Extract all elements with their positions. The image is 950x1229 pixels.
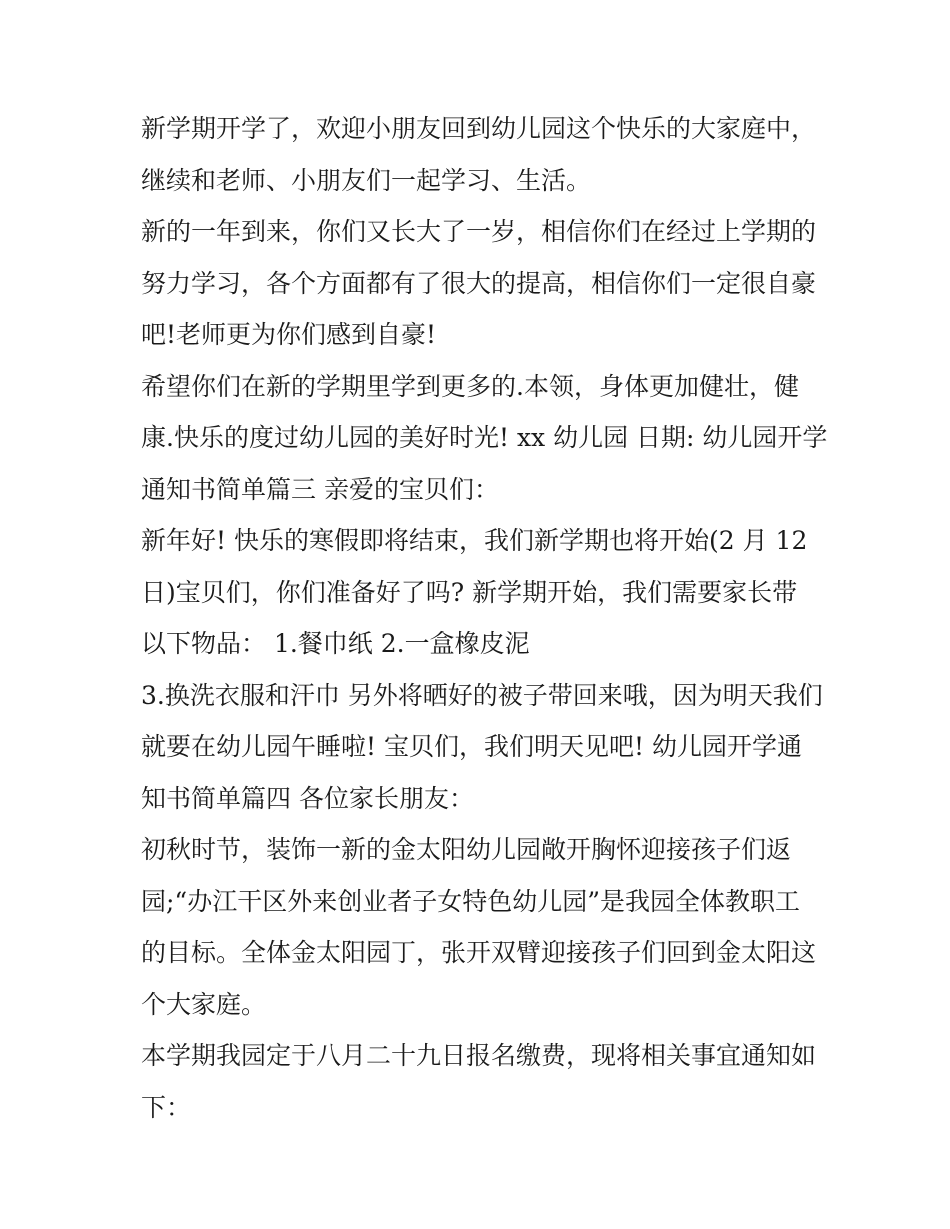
text-line: 下： <box>141 1092 192 1122</box>
text-line: 努力学习，各个方面都有了很大的提高，相信你们一定很自豪 <box>141 268 817 298</box>
text-line: 园;“办江干区外来创业者子女特色幼儿园”是我园全体教职工 <box>141 886 800 916</box>
text-line: 个大家庭。 <box>141 989 267 1019</box>
text-line: 希望你们在新的学期里学到更多的.本领，身体更加健壮，健 <box>141 371 799 401</box>
text-line: 初秋时节，装饰一新的金太阳幼儿园敞开胸怀迎接孩子们返 <box>141 835 792 864</box>
text-line: 知书简单篇四 各位家长朋友： <box>141 783 474 813</box>
text-line: 就要在幼儿园午睡啦! 宝贝们，我们明天见吧! 幼儿园开学通 <box>141 732 802 761</box>
text-line: 通知书简单篇三 亲爱的宝贝们： <box>141 474 499 504</box>
text-line: 的目标。全体金太阳园丁，张开双臂迎接孩子们回到金太阳这 <box>141 938 817 967</box>
text-line: 以下物品： 1.餐巾纸 2.一盒橡皮泥 <box>141 629 530 658</box>
text-line: 新年好! 快乐的寒假即将结束，我们新学期也将开始(2 月 12 <box>141 526 808 555</box>
text-line: 继续和老师、小朋友们一起学习、生活。 <box>141 165 592 195</box>
text-line: 新学期开学了，欢迎小朋友回到幼儿园这个快乐的大家庭中， <box>141 114 817 143</box>
document-body <box>141 103 831 1133</box>
text-line: 日)宝贝们，你们准备好了吗? 新学期开始，我们需要家长带 <box>141 577 798 607</box>
text-line: 康.快乐的度过幼儿园的美好时光! xx 幼儿园 日期: 幼儿园开学 <box>141 423 828 452</box>
text-line: 本学期我园定于八月二十九日报名缴费，现将相关事宜通知如 <box>141 1041 817 1070</box>
text-line: 新的一年到来，你们又长大了一岁，相信你们在经过上学期的 <box>141 217 817 246</box>
text-line: 3.换洗衣服和汗巾 另外将晒好的被子带回来哦，因为明天我们 <box>141 680 823 710</box>
text-line: 吧!老师更为你们感到自豪! <box>141 320 437 349</box>
